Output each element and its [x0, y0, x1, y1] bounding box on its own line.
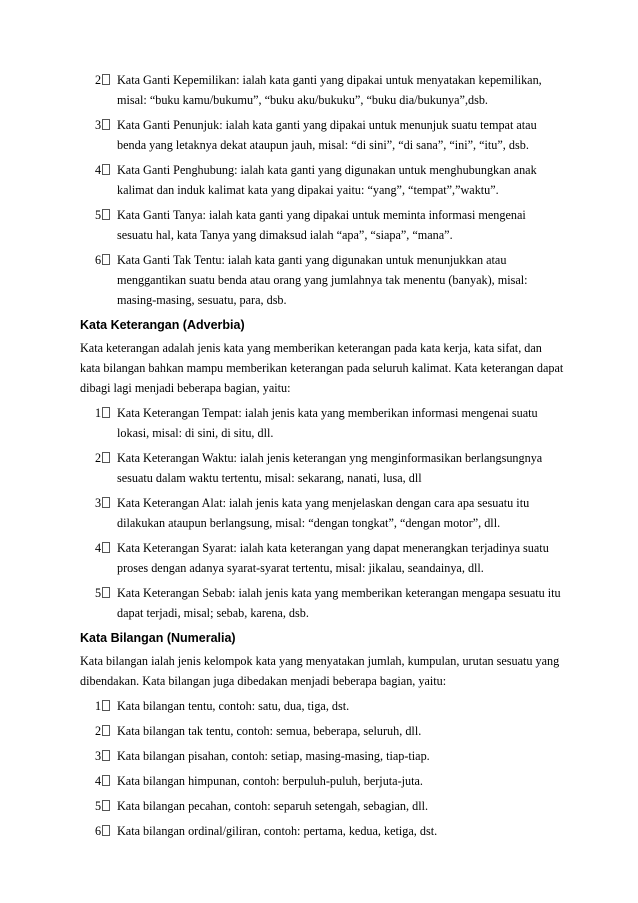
- paragraph-adverbia-intro: Kata keterangan adalah jenis kata yang memberikan keterangan pada kata kerja, kata sifat, dan kata bilangan bahkan mampu memberikan keterangan pada seluruh kalimat. Kata keterangan dapat dibagi lagi menjadi beberapa bagian, yaitu:: [80, 341, 564, 395]
- missing-glyph-icon: [102, 119, 110, 130]
- list-item: 4 Kata Keterangan Syarat: ialah kata keterangan yang dapat menerangkan terjadinya suatu proses dengan adanya syarat-syarat tertentu, misal: jikalau, seandainya, dll.: [95, 541, 549, 575]
- missing-glyph-icon: [102, 825, 110, 836]
- missing-glyph-icon: [102, 700, 110, 711]
- numeralia-list: [80, 696, 564, 841]
- list-item: 1 Kata bilangan tentu, contoh: satu, dua, tiga, dst.: [95, 699, 350, 713]
- list-item: 2 Kata Ganti Kepemilikan: ialah kata ganti yang dipakai untuk menyatakan kepemilikan, misal: “buku kamu/bukumu”, “buku aku/bukuku”, “buku dia/bukunya”,dsb.: [95, 73, 542, 107]
- list-item: 1 Kata Keterangan Tempat: ialah jenis kata yang memberikan informasi mengenai suatu lokasi, misal: di sini, di situ, dll.: [95, 406, 538, 440]
- missing-glyph-icon: [102, 452, 110, 463]
- missing-glyph-icon: [102, 800, 110, 811]
- adverbia-list: [80, 403, 564, 623]
- missing-glyph-icon: [102, 725, 110, 736]
- list-item: 6 Kata Ganti Tak Tentu: ialah kata ganti yang digunakan untuk menunjukkan atau menggantikan suatu benda atau orang yang jumlahnya tak menentu (banyak), misal: masing-masing, sesuatu, para, dsb.: [95, 253, 528, 307]
- missing-glyph-icon: [102, 497, 110, 508]
- missing-glyph-icon: [102, 254, 110, 265]
- missing-glyph-icon: [102, 775, 110, 786]
- document-page: [80, 70, 564, 846]
- section-heading-numeralia: Kata Bilangan (Numeralia): [80, 631, 236, 645]
- list-item: 5 Kata Keterangan Sebab: ialah jenis kata yang memberikan keterangan mengapa sesuatu itu dapat terjadi, misal; sebab, karena, dsb.: [95, 586, 561, 620]
- list-item: 3 Kata bilangan pisahan, contoh: setiap, masing-masing, tiap-tiap.: [95, 749, 430, 763]
- pronoun-list: [80, 70, 564, 310]
- missing-glyph-icon: [102, 164, 110, 175]
- missing-glyph-icon: [102, 750, 110, 761]
- missing-glyph-icon: [102, 587, 110, 598]
- list-item: 2 Kata bilangan tak tentu, contoh: semua, beberapa, seluruh, dll.: [95, 724, 422, 738]
- list-item: 5 Kata Ganti Tanya: ialah kata ganti yang dipakai untuk meminta informasi mengenai sesuatu hal, kata Tanya yang dimaksud ialah “apa”, “siapa”, “mana”.: [95, 208, 526, 242]
- list-item: 2 Kata Keterangan Waktu: ialah jenis keterangan yng menginformasikan berlangsungnya sesuatu dalam waktu tertentu, misal: sekarang, nanati, lusa, dll: [95, 451, 543, 485]
- list-item: 4 Kata Ganti Penghubung: ialah kata ganti yang digunakan untuk menghubungkan anak kalimat dan induk kalimat kata yang dipakai yaitu: “yang”, “tempat”,”waktu”.: [95, 163, 537, 197]
- list-item: 6 Kata bilangan ordinal/giliran, contoh: pertama, kedua, ketiga, dst.: [95, 824, 438, 838]
- list-item: 3 Kata Ganti Penunjuk: ialah kata ganti yang dipakai untuk menunjuk suatu tempat atau benda yang letaknya dekat ataupun jauh, misal: “di sini”, “di sana”, “ini”, “itu”, dsb.: [95, 118, 537, 152]
- missing-glyph-icon: [102, 209, 110, 220]
- list-item: 3 Kata Keterangan Alat: ialah jenis kata yang menjelaskan dengan cara apa sesuatu itu dilakukan ataupun berlangsung, misal: “dengan tongkat”, “dengan motor”, dll.: [95, 496, 530, 530]
- list-item: 5 Kata bilangan pecahan, contoh: separuh setengah, sebagian, dll.: [95, 799, 429, 813]
- missing-glyph-icon: [102, 407, 110, 418]
- missing-glyph-icon: [102, 74, 110, 85]
- paragraph-numeralia-intro: Kata bilangan ialah jenis kelompok kata yang menyatakan jumlah, kumpulan, urutan sesuatu yang dibendakan. Kata bilangan juga dibedakan menjadi beberapa bagian, yaitu:: [80, 654, 560, 688]
- section-heading-adverbia: Kata Keterangan (Adverbia): [80, 318, 245, 332]
- list-item: 4 Kata bilangan himpunan, contoh: berpuluh-puluh, berjuta-juta.: [95, 774, 423, 788]
- missing-glyph-icon: [102, 542, 110, 553]
